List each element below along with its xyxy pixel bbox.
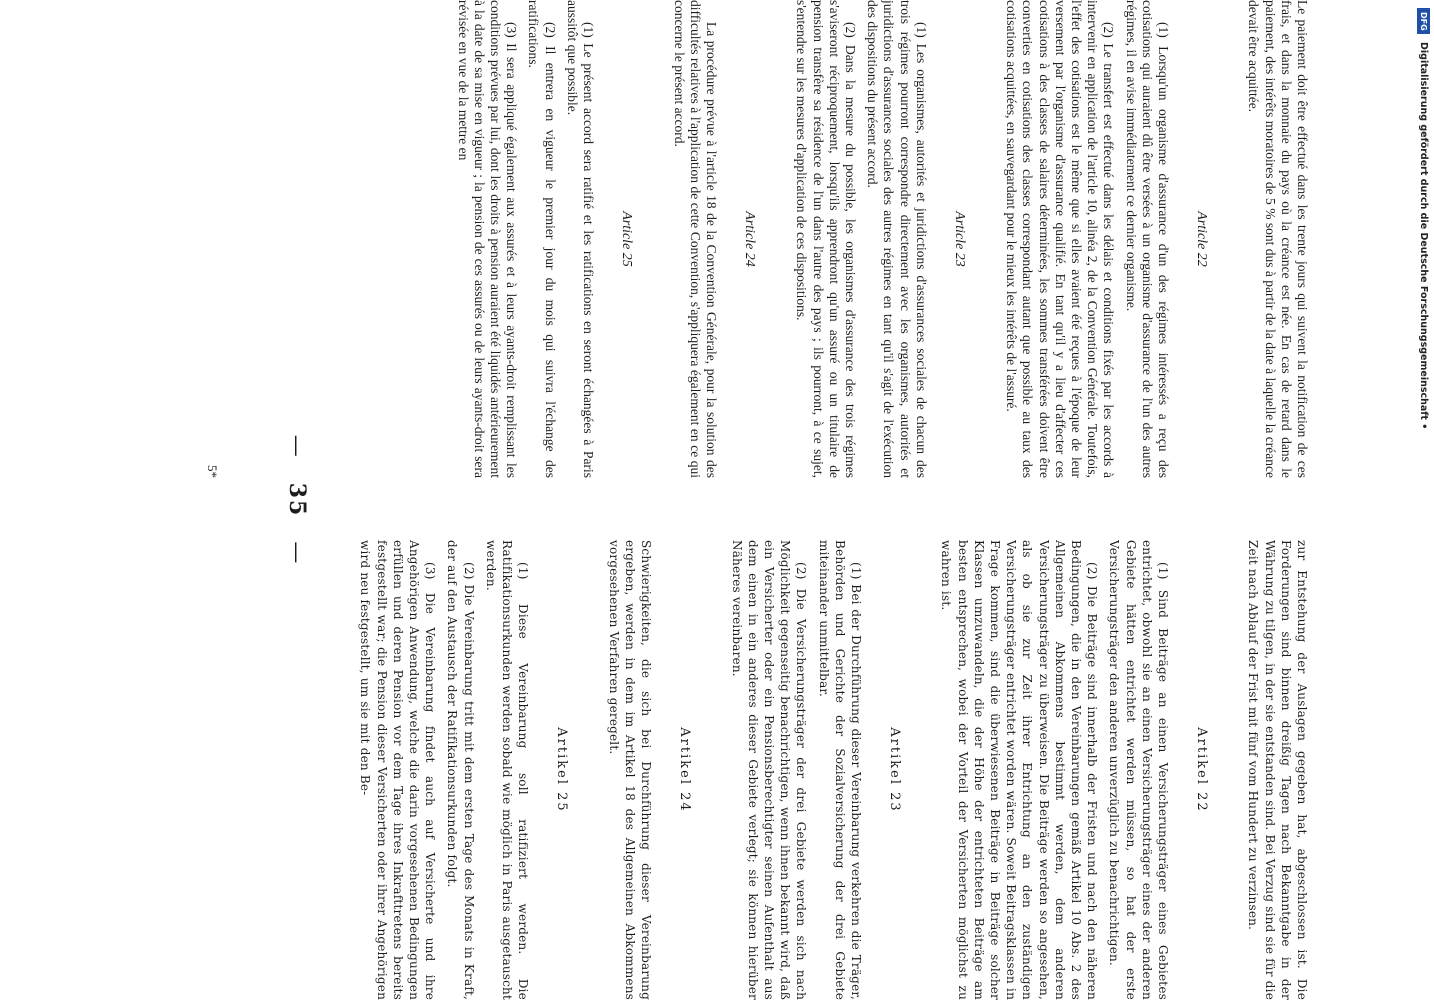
french-article-23-paragraph-2: (2) Dans la mesure du possible, les organismes d'assurance des trois régimes s'aviseront réciproquement, lorsqu'ils apprendront qu'un assuré ou un titulaire de pension transfère sa résidence de l'un dans l'autre des pays ; ils pourront, à ce sujet, s'entendre sur les mesures d'application de ces dispositions. <box>794 0 858 478</box>
german-intro-paragraph: zur Entstehung der Auslagen gegeben hat, abgeschlossen ist. Die Forderungen sind binnen dreißig Tagen nach Bekanntgabe in der Währung zu tilgen, in der sie entstanden sind. Bei Verzug sind sie für die Zeit nach Ablauf der Frist mit fünf vom Hundert zu verzinsen. <box>1246 540 1309 1000</box>
french-article-22-heading: Article 22 <box>1194 211 1210 267</box>
dfg-attribution-text: Digitalisierung gefördert durch die Deutsche Forschungsgemeinschaft • <box>1418 42 1429 430</box>
page-number-value: 35 <box>284 482 310 518</box>
german-article-24-heading: Artikel 24 <box>677 727 693 813</box>
german-article-24-paragraph-1: Schwierigkeiten, die sich bei Durchführung dieser Vereinbarung ergeben, werden in dem im Artikel 18 des Allgemeinen Abkommens vorgesehenen Verfahren geregelt. <box>606 540 654 1000</box>
german-article-22-paragraph-1: (1) Sind Beiträge an einen Versicherungsträger eines Gebietes entrichtet, obwohl sie an einen Versicherungsträger eines der anderen Gebiete hätten entrichtet werden müssen, so hat der erste Versicherungsträger den anderen unverzüglich zu benachrichtigen. <box>1107 540 1170 1000</box>
french-article-23-paragraph-1: (1) Les organismes, autorités et juridictions d'assurances sociales de chacun des trois régimes pourront correspondre directement avec les organismes, autorités et juridictions d'assurances sociales des autres régimes en tant qu'il s'agit de l'exécution des dispositions du présent accord. <box>865 0 929 478</box>
french-intro-paragraph: Le paiement doit être effectué dans les trente jours qui suivent la notification de ces frais, et dans la monnaie du pays où la créance est née. En cas de retard dans le paiement, des intérêts moratoires de 5 % sont dus à partir de la date à laquelle la créance devait être acquittée. <box>1246 0 1310 478</box>
dfg-attribution-strip <box>1416 8 1432 998</box>
german-article-23-paragraph-1: (1) Bei der Durchführung dieser Vereinbarung verkehren die Träger, Behörden und Gerichte der Sozialversicherung der drei Gebiete miteinander unmittelbar. <box>816 540 863 1000</box>
french-article-25-paragraph-3: (3) Il sera appliqué également aux assurés et à leurs ayants-droit remplissant les conditions prévues par lui, dont les droits à pension auraient été liquidés antérieurement à la date de sa mise en vigueur ; la pension de ces assurés ou de leurs ayants-droit sera révisée en vue de la mettre en <box>455 0 520 478</box>
french-article-23-heading: Article 23 <box>951 211 967 267</box>
page-number-dash-right: — <box>284 541 309 566</box>
page-number-dash-left: — <box>284 434 309 459</box>
french-article-22-paragraph-2: (2) Le transfert est effectué dans les délais et conditions fixés par les accords à intervenir en application de l'article 10, alinéa 2, de la Convention Générale. Toutefois, l'effet des cotisations est le même que si elles avaient été reçues à l'époque de leur versement par l'organisme d'assurance qualifié. En tant qu'il y a lieu d'affecter ces cotisations à des classes de salaires déterminées, les sommes transférées doivent être converties en cotisations des classes correspondant autant que possible au taux des cotisations acquittées, en sauvegardant pour le mieux les intérêts de l'assuré. <box>1004 0 1117 478</box>
german-article-23-paragraph-2: (2) Die Versicherungsträger der drei Gebiete werden sich nach Möglichkeit gegenseitig benachrichtigen, wenn ihnen bekannt wird, daß ein Versicherter oder ein Pensionsberechtigter seinen Aufenthalt aus dem einen in ein anderes dieser Gebiete verlegt; sie können hierüber Näheres vereinbaren. <box>729 540 809 1000</box>
french-article-24-heading: Article 24 <box>742 211 758 267</box>
french-text-column <box>310 0 1310 478</box>
german-article-25-paragraph-1: (1) Diese Vereinbarung soll ratifiziert werden. Die Ratifikationsurkunden werden sobald wie möglich in Paris ausgetauscht werden. <box>483 540 531 1000</box>
german-article-22-paragraph-2: (2) Die Beiträge sind innerhalb der Fristen und nach den näheren Bedingungen, die in den Vereinbarungen gemäß Artikel 10 Abs. 2 des Allgemeinen Abkommens bestimmt werden, dem anderen Versicherungsträger zu überweisen. Die Beiträge werden so angesehen, als ob sie zur Zeit ihrer Entrichtung an den zuständigen Versicherungsträger entrichtet worden wären. Soweit Beitragsklassen in Frage kommen, sind die überwiesenen Beiträge in Beiträge solcher Klassen umzuwandeln, die der Höhe der entrichteten Beiträge am besten entsprechen, wobei der Vorteil der Versicherten möglichst zu wahren ist. <box>939 540 1100 1000</box>
scanned-document-page <box>130 0 1310 1000</box>
german-article-25-paragraph-2: (2) Die Vereinbarung tritt mit dem ersten Tage des Monats in Kraft, der auf den Austausch der Ratifikationsurkunden folgt. <box>445 540 476 1000</box>
french-article-24-paragraph-1: La procédure prévue à l'article 18 de la Convention Générale, pour la solution des difficultés relatives à l'application de cette Convention, s'appliquera également en ce qui concerne le présent accord. <box>671 0 719 478</box>
french-article-25-paragraph-2: (2) Il entrera en vigueur le premier jour du mois qui suivra l'échange des ratifications. <box>526 0 558 478</box>
german-article-23-heading: Artikel 23 <box>887 727 903 813</box>
french-article-22-paragraph-1: (1) Lorsqu'un organisme d'assurance d'un des régimes intéressés a reçu des cotisations qui auraient dû être versées à un organisme d'assurance de l'un des autres régimes, il en avise immédiatement ce dernier organisme. <box>1123 0 1171 478</box>
french-article-25-paragraph-1: (1) Le présent accord sera ratifié et les ratifications en seront échangées à Paris aussitôt que possible. <box>564 0 597 478</box>
page-number <box>284 0 310 1000</box>
dfg-logo-badge: DFG <box>1417 8 1430 34</box>
french-article-25-heading: Article 25 <box>619 211 635 267</box>
signature-marker: 5* <box>205 465 220 478</box>
german-article-25-paragraph-3: (3) Die Vereinbarung findet auch auf Versicherte und ihre Angehörigen Anwendung, welche die darin vorgesehenen Bedingungen erfüllen und deren Pension vor dem Tage ihres Inkrafttretens bereits festgestellt war; die Pension dieser Versicherten oder ihrer Angehörigen wird neu festgestellt, um sie mit den Be- <box>358 540 438 1000</box>
german-text-column <box>310 540 1310 1000</box>
german-article-22-heading: Artikel 22 <box>1194 727 1210 813</box>
german-article-25-heading: Artikel 25 <box>554 727 570 813</box>
